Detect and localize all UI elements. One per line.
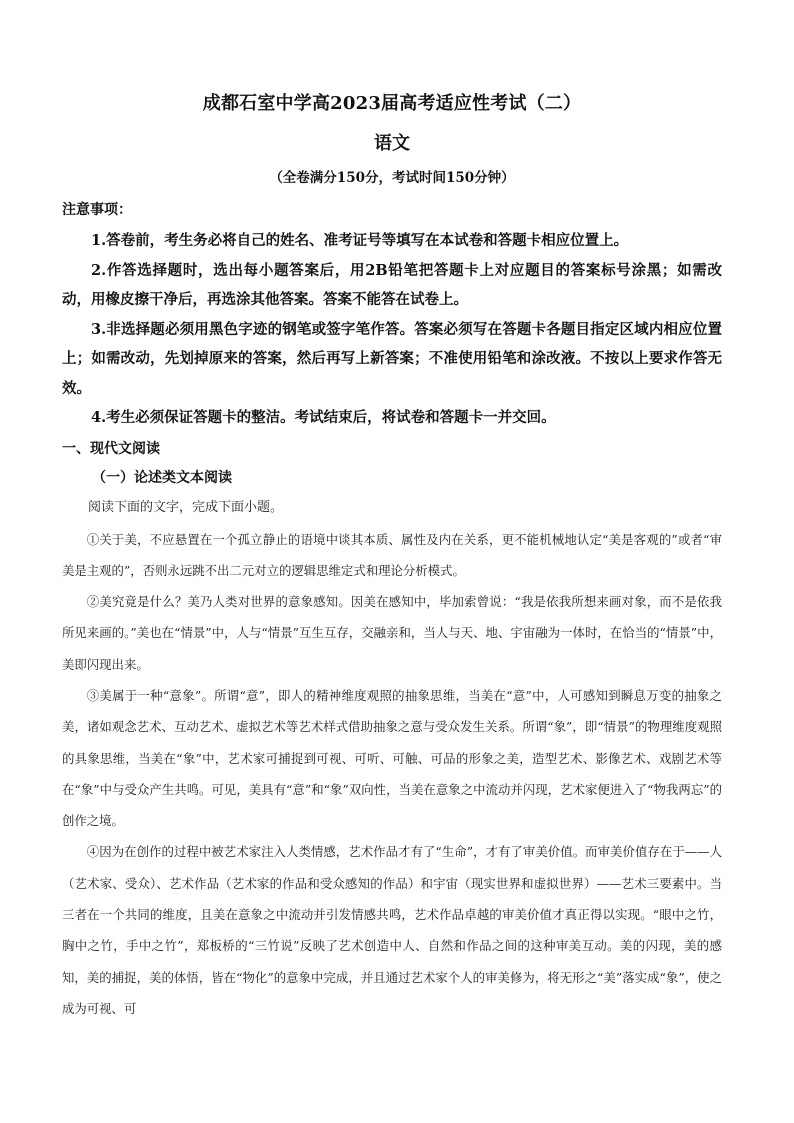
exam-page (62, 90, 722, 1024)
notice-item: 4.考生必须保证答题卡的整洁。考试结束后，将试卷和答题卡一并交回。 (91, 409, 556, 426)
passage-paragraph: ①关于美，不应悬置在一个孤立静止的语境中谈其本质、属性及内在关系，更不能机械地认定“美是客观的”或者“审美是主观的”，否则永远跳不出二元对立的逻辑思维定式和理论分析模式。 (62, 531, 722, 578)
exam-title: 成都石室中学高2023届高考适应性考试（二） (202, 93, 582, 114)
notice-item: 3.非选择题必须用黑色字迹的钢笔或签字笔作答。答案必须写在答题卡各题目指定区域内相应位置上；如需改动，先划掉原来的答案，然后再写上新答案；不准使用铅笔和涂改液。不按以上要求作答无效。 (62, 320, 722, 397)
subsection-heading: （一）论述类文本阅读 (92, 469, 232, 486)
passage-paragraph: ③美属于一种“意象”。所谓“意”，即人的精神维度观照的抽象思维，当美在“意”中，人可感知到瞬息万变的抽象之美，诸如观念艺术、互动艺术、虚拟艺术等艺术样式借助抽象之意与受众发生关系。所谓“象”，即“情景”的物理维度观照的具象思维，当美在“象”中，艺术家可捕捉到可视、可听、可触、可品的形象之美，造型艺术、影像艺术、戏剧艺术等在“象”中与受众产生共鸣。可见，美具有“意”和“象”双向性，当美在意象之中流动并闪现，艺术家便进入了“物我两忘”的创作之境。 (62, 687, 722, 829)
subject-title: 语文 (374, 133, 410, 154)
notice-heading: 注意事项： (62, 202, 132, 218)
notice-item: 2.作答选择题时，选出每小题答案后，用2B铅笔把答题卡上对应题目的答案标号涂黑；如需改动，用橡皮擦干净后，再选涂其他答案。答案不能答在试卷上。 (62, 261, 722, 308)
score-time-note: （全卷满分150分，考试时间150分钟） (269, 170, 515, 186)
notice-item: 1.答卷前，考生务必将自己的姓名、准考证号等填写在本试卷和答题卡相应位置上。 (91, 232, 629, 249)
section-heading: 一、现代文阅读 (62, 440, 160, 457)
reading-instruction: 阅读下面的文字，完成下面小题。 (88, 499, 284, 515)
passage-paragraph: ④因为在创作的过程中被艺术家注入人类情感，艺术作品才有了“生命”，才有了审美价值。而审美价值存在于——人（艺术家、受众）、艺术作品（艺术家的作品和受众感知的作品）和宇宙（现实世界和虚拟世界）——艺术三要素中。当三者在一个共同的维度，且美在意象之中流动并引发情感共鸣，艺术作品卓越的审美价值才真正得以实现。“眼中之竹，胸中之竹，手中之竹”，郑板桥的“三竹说”反映了艺术创造中人、自然和作品之间的这种审美互动。美的闪现，美的感知，美的捕捉，美的体悟，皆在“物化”的意象中完成，并且通过艺术家个人的审美修为，将无形之“美”落实成“象”，使之成为可视、可 (62, 844, 722, 1016)
passage-paragraph: ②美究竟是什么？美乃人类对世界的意象感知。因美在感知中，毕加索曾说：“我是依我所想来画对象，而不是依我所见来画的。”美也在“情景”中，人与“情景”互生互存，交融亲和，当人与天、地、宇宙融为一体时，在恰当的“情景”中，美即闪现出来。 (62, 594, 722, 672)
